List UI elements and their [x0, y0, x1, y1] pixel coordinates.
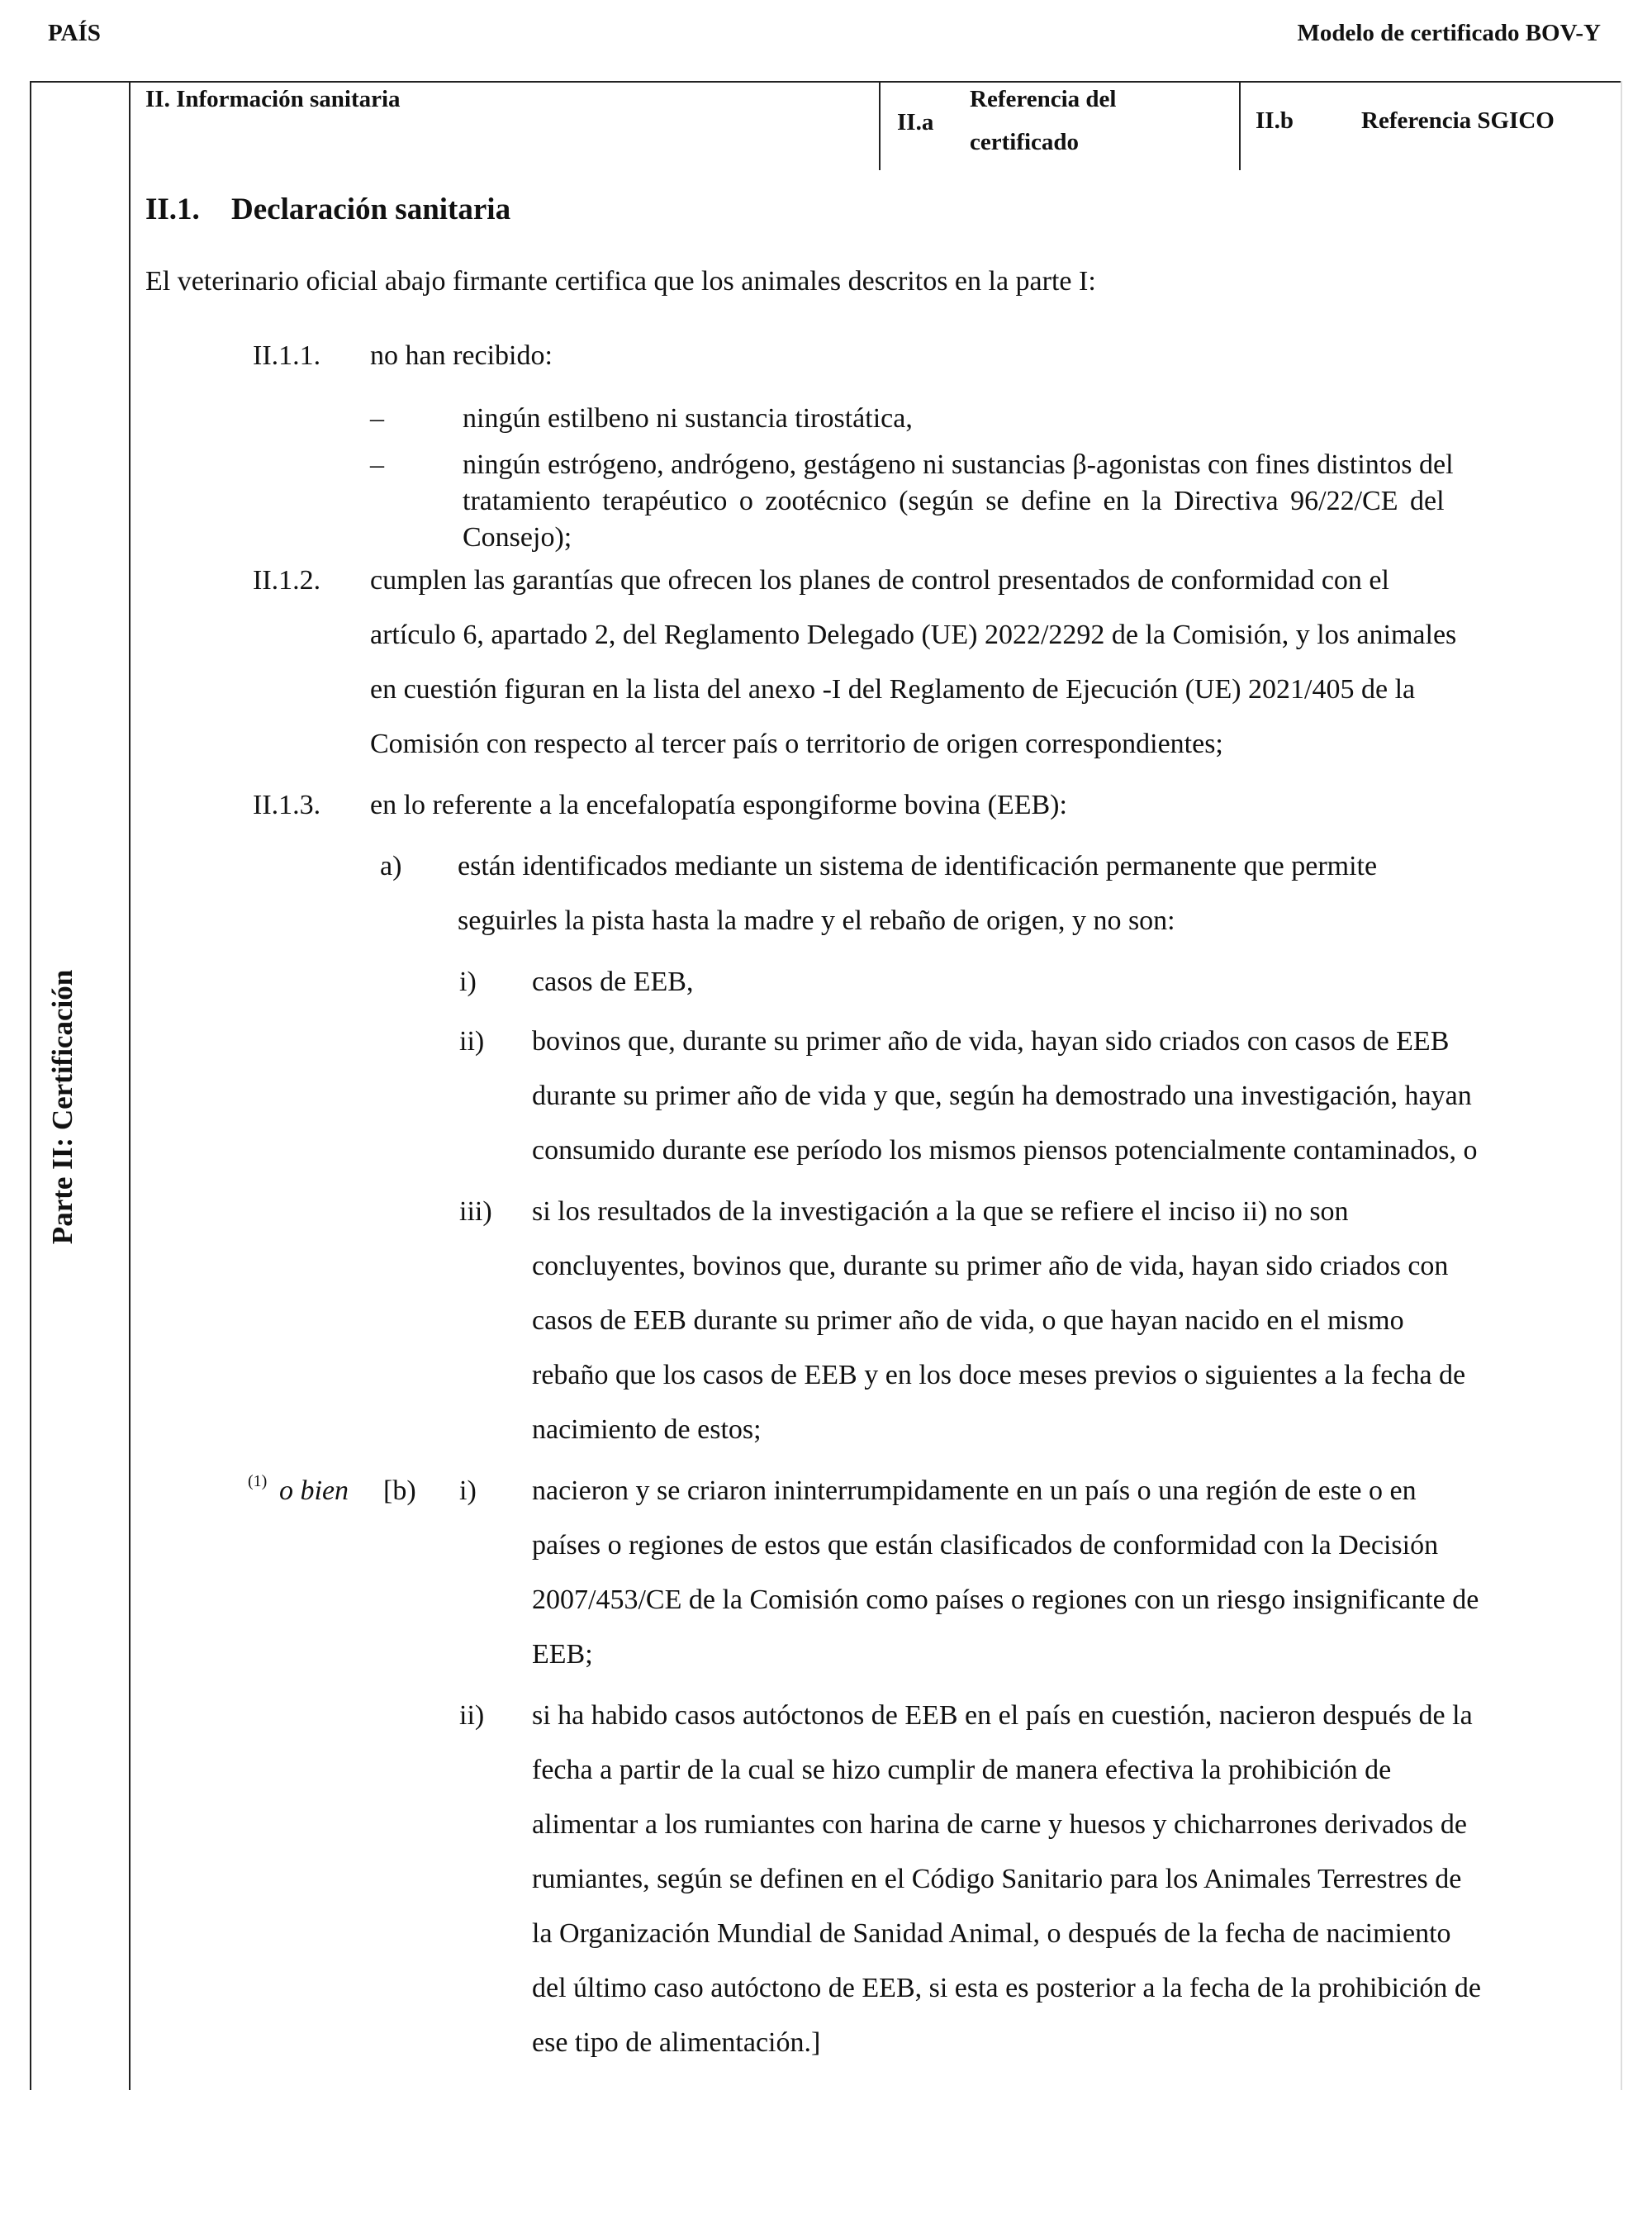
frame-top-line — [30, 81, 1622, 83]
sub-b-ii-line-4: rumiantes, según se definen en el Código Sanitario para los Animales Terrestres de — [532, 1864, 1462, 1894]
sub-b-label: [b) — [383, 1475, 416, 1506]
sub-b-ii-label: ii) — [459, 1700, 485, 1731]
sub-a-ii-label: ii) — [459, 1026, 485, 1057]
sub-a-iii-line-1: si los resultados de la investigación a la que se refiere el inciso ii) no son — [532, 1196, 1349, 1227]
item-2-line-1: cumplen las garantías que ofrecen los planes de control presentados de conformidad con el — [370, 565, 1389, 596]
ref-b-label: Referencia SGICO — [1361, 107, 1555, 134]
sub-a-ii-line-1: bovinos que, durante su primer año de vida, hayan sido criados con casos de EEB — [532, 1026, 1450, 1057]
item-1-bullet-2-line-3: Consejo); — [463, 522, 572, 553]
sub-b-i-line-4: EEB; — [532, 1639, 593, 1670]
sub-b-i-line-1: nacieron y se criaron ininterrumpidamente en un país o una región de este o en — [532, 1475, 1417, 1506]
side-label-certification: Parte II: Certificación — [46, 969, 78, 1245]
ref-a-code: II.a — [897, 109, 934, 135]
sub-a-i-label: i) — [459, 967, 477, 997]
frame-side-divider — [129, 81, 131, 2090]
item-3-number: II.1.3. — [253, 790, 321, 820]
ref-a-label-line2: certificado — [970, 129, 1080, 155]
sub-a-iii-line-5: nacimiento de estos; — [532, 1414, 762, 1445]
dash-bullet: – — [370, 403, 384, 434]
sub-a-ii-line-3: consumido durante ese período los mismos piensos potencialmente contaminados, o — [532, 1135, 1478, 1166]
item-2-line-3: en cuestión figuran en la lista del anexo -I del Reglamento de Ejecución (UE) 2021/405 de la — [370, 674, 1416, 705]
ref-a-label-line1: Referencia del — [970, 86, 1117, 112]
sub-b-ii-line-3: alimentar a los rumiantes con harina de carne y huesos y chicharrones derivados de — [532, 1809, 1467, 1840]
sub-a-iii-label: iii) — [459, 1196, 492, 1227]
sub-b-ii-line-2: fecha a partir de la cual se hizo cumplir de manera efectiva la prohibición de — [532, 1755, 1392, 1785]
ref-b-divider — [1239, 81, 1241, 170]
sub-a-i-text: casos de EEB, — [532, 967, 694, 997]
item-1-text: no han recibido: — [370, 340, 553, 371]
declaration-number: II.1. — [145, 192, 200, 226]
dash-bullet: – — [370, 449, 384, 480]
sub-a-iii-line-2: concluyentes, bovinos que, durante su primer año de vida, hayan sido criados con — [532, 1251, 1449, 1281]
footnote-marker: (1) — [248, 1472, 268, 1490]
sub-b-ii-line-7: ese tipo de alimentación.] — [532, 2027, 821, 2058]
item-3-text: en lo referente a la encefalopatía espongiforme bovina (EEB): — [370, 790, 1067, 820]
sub-a-iii-line-3: casos de EEB durante su primer año de vida, o que hayan nacido en el mismo — [532, 1305, 1404, 1336]
sub-a-line-2: seguirles la pista hasta la madre y el rebaño de origen, y no son: — [458, 905, 1175, 936]
declaration-title: Declaración sanitaria — [231, 192, 511, 226]
sub-b-ii-line-1: si ha habido casos autóctonos de EEB en el país en cuestión, nacieron después de la — [532, 1700, 1473, 1731]
frame-left-line — [30, 81, 31, 2090]
item-2-line-2: artículo 6, apartado 2, del Reglamento Delegado (UE) 2022/2292 de la Comisión, y los animales — [370, 620, 1457, 650]
sub-b-i-line-3: 2007/453/CE de la Comisión como países o regiones con un riesgo insignificante de — [532, 1584, 1479, 1615]
sub-b-i-label: i) — [459, 1475, 477, 1506]
sub-a-line-1: están identificados mediante un sistema de identificación permanente que permite — [458, 851, 1378, 881]
alternative-o-bien: o bien — [279, 1475, 349, 1506]
sub-b-ii-line-5: la Organización Mundial de Sanidad Animal, o después de la fecha de nacimiento — [532, 1918, 1451, 1949]
section-title: II. Información sanitaria — [145, 86, 401, 112]
item-1-bullet-1: ningún estilbeno ni sustancia tirostática, — [463, 403, 913, 434]
ref-a-divider — [879, 81, 881, 170]
sub-a-label: a) — [380, 851, 402, 881]
item-1-bullet-2-line-1: ningún estrógeno, andrógeno, gestágeno ni sustancias β-agonistas con fines distintos del — [463, 449, 1454, 480]
sub-a-ii-line-2: durante su primer año de vida y que, según ha demostrado una investigación, hayan — [532, 1081, 1472, 1111]
sub-a-iii-line-4: rebaño que los casos de EEB y en los doce meses previos o siguientes a la fecha de — [532, 1360, 1466, 1390]
item-1-bullet-2-line-2: tratamiento terapéutico o zootécnico (según se define en la Directiva 96/22/CE del — [463, 486, 1445, 516]
ref-b-code: II.b — [1256, 107, 1294, 134]
declaration-intro: El veterinario oficial abajo firmante certifica que los animales descritos en la parte I: — [145, 266, 1096, 297]
frame-right-line — [1621, 81, 1622, 2090]
sub-b-ii-line-6: del último caso autóctono de EEB, si esta es posterior a la fecha de la prohibición de — [532, 1973, 1482, 2003]
item-2-line-4: Comisión con respecto al tercer país o territorio de origen correspondientes; — [370, 729, 1223, 759]
item-2-number: II.1.2. — [253, 565, 321, 596]
country-label: PAÍS — [48, 20, 101, 46]
sub-b-i-line-2: países o regiones de estos que están clasificados de conformidad con la Decisión — [532, 1530, 1439, 1561]
item-1-number: II.1.1. — [253, 340, 321, 371]
certificate-model-label: Modelo de certificado BOV-Y — [1297, 20, 1601, 46]
